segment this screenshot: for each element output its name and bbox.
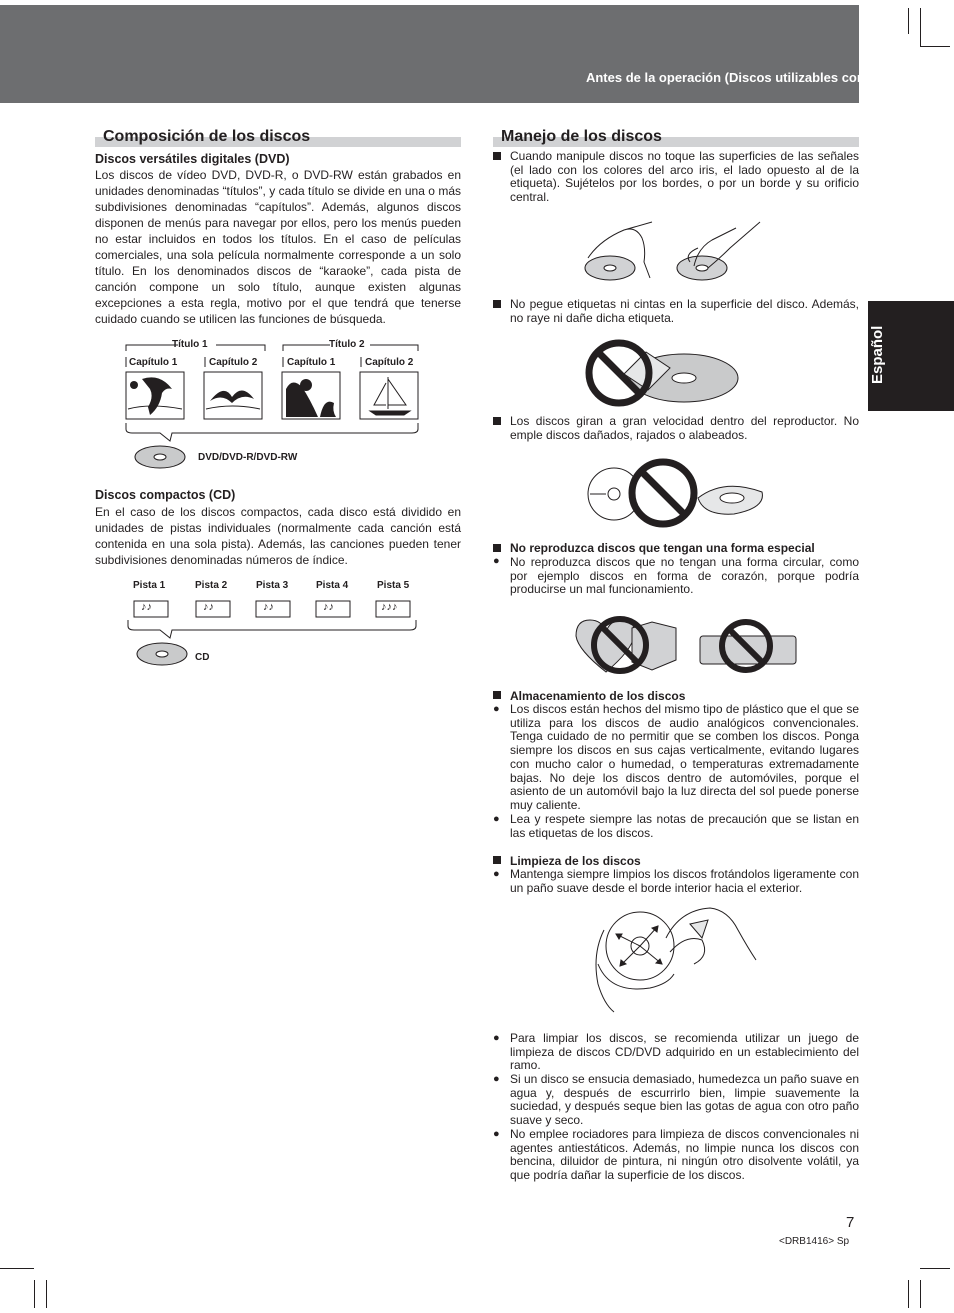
storage-text-2: Lea y respete siempre las notas de precaución que se listan en las etiquetas de los discos.: [510, 812, 859, 840]
crop-mark: [46, 1280, 47, 1308]
track-label: Pista 3: [256, 580, 289, 591]
track-notes: ♪♪♪: [381, 601, 398, 613]
storage-text-1: Los discos están hechos del mismo tipo de plástico que el que se utiliza para los discos de audio analógicos convencionales. Tenga cuidado de no permitir que se comben los discos. Ponga siempre los discos en sus cajas verticalmente, evitando lugares con mucho calor o humedad, o temperaturas extremadamente bajas. No deje los discos dentro de automóviles, porque el asiento de un automóvil bajo la luz directa del sol puede ponerse muy caliente.: [510, 702, 859, 812]
track-label: Pista 2: [195, 580, 228, 591]
track-label: Pista 1: [133, 580, 166, 591]
crop-mark: [920, 8, 921, 46]
cleaning-text-1: Mantenga siempre limpios los discos frotándolos ligeramente con un paño suave desde el borde interior hacia el exterior.: [510, 867, 859, 895]
track-notes: ♪♪: [263, 601, 274, 613]
handling-paragraph-3: Los discos giran a gran velocidad dentro del reproductor. No emple discos dañados, rajados o alabeados.: [510, 414, 859, 442]
dvd-disc-label: DVD/DVD-R/DVD-RW: [198, 452, 298, 463]
damaged-disc-illustration: [584, 458, 770, 530]
language-tab-label: Español: [869, 325, 886, 385]
special-shape-illustration: [572, 614, 804, 676]
round-bullet: ●: [493, 703, 500, 715]
cd-paragraph: En el caso de los discos compactos, cada disco está dividido en unidades de pistas individuales (normalmente cada canción está contenida en una sola pista). Además, las canciones pueden tener subdivisiones denominadas números de índice.: [95, 505, 461, 567]
track-notes: ♪♪: [203, 601, 214, 613]
square-bullet: [493, 856, 501, 864]
cleaning-text-2: Para limpiar los discos, se recomienda utilizar un juego de limpieza de discos CD/DVD adquirido en un establecimiento del ramo.: [510, 1031, 859, 1073]
track-notes: ♪♪: [141, 601, 152, 613]
disc-cleaning-illustration: [590, 904, 762, 1016]
dvd-paragraph: Los discos de vídeo DVD, DVD-R, o DVD-RW están grabados en unidades denominadas “títulos”, y cada título se divide en una o más subdivisiones denominadas “capítulos”. Además, algunos discos disponen de menús para navegar por ellos, pero los menús pueden no estar incluidos en todos los títulos. En el caso de películas comerciales, una sola película normalmente corresponde a un solo título. En los denominados discos de “karaoke”, cada pista de canción compone un solo título, aunque existen algunas excepciones a esta regla, motivo por el que tendrá que tenerse cuidado cuando se utilicen las funciones de búsqueda.: [95, 168, 461, 326]
track-label: Pista 4: [316, 580, 349, 591]
special-shape-heading: No reproduzca discos que tengan una forma especial: [510, 541, 815, 555]
section-title-handling: Manejo de los discos: [501, 128, 662, 145]
chapter-label: Capítulo 1: [129, 357, 178, 368]
square-bullet: [493, 544, 501, 552]
section-title-composition: Composición de los discos: [103, 128, 311, 145]
prohibited-icon: [632, 462, 694, 524]
sailboat-image: [370, 377, 410, 415]
cd-disc-label: CD: [195, 652, 210, 663]
square-bullet: [493, 300, 501, 308]
bird-image: [206, 390, 260, 409]
title-2-label: Título 2: [329, 339, 365, 350]
chapter-label: Capítulo 2: [365, 357, 414, 368]
title-1-label: Título 1: [172, 339, 208, 350]
track-label: Pista 5: [377, 580, 410, 591]
hand-cloth: [666, 908, 756, 964]
square-bullet: [493, 691, 501, 699]
chapter-label: Capítulo 1: [287, 357, 336, 368]
square-bullet: [493, 417, 501, 425]
crop-mark: [920, 46, 950, 47]
dolphin-image: [128, 377, 182, 415]
section-title-bar: [493, 128, 859, 147]
crop-mark: [0, 1268, 34, 1269]
crop-mark: [908, 1280, 909, 1308]
square-bullet: [493, 152, 501, 160]
cd-disc-icon: [137, 643, 187, 665]
document-code: <DRB1416> Sp: [779, 1236, 850, 1247]
parrot-image: [286, 379, 336, 417]
round-bullet: ●: [493, 1128, 500, 1140]
round-bullet: ●: [493, 1073, 500, 1085]
round-bullet: ●: [493, 813, 500, 825]
round-bullet: ●: [493, 1032, 500, 1044]
section-title-bar: [95, 128, 461, 147]
crop-mark: [908, 8, 909, 34]
round-bullet: ●: [493, 555, 500, 567]
cleaning-heading: Limpieza de los discos: [510, 854, 641, 868]
crop-mark: [920, 1268, 950, 1269]
crop-mark: [34, 1280, 35, 1308]
cleaning-text-3: Si un disco se ensucia demasiado, humedezca un paño suave en agua y, después de escurrirlo bien, limpie suavemente la suciedad, y después seque bien las gotas de agua con otro paño suave y seco.: [510, 1072, 859, 1128]
no-label-illustration: [584, 334, 742, 412]
chapter-label: Capítulo 2: [209, 357, 258, 368]
page-number: 7: [846, 1214, 855, 1231]
header-band: [0, 5, 859, 103]
round-bullet: ●: [493, 868, 500, 880]
header-title: Antes de la operación (Discos utilizables con esta unidad): [585, 70, 945, 85]
storage-heading: Almacenamiento de los discos: [510, 689, 686, 703]
cd-heading: Discos compactos (CD): [95, 488, 236, 502]
dvd-heading: Discos versátiles digitales (DVD): [95, 152, 290, 166]
handling-paragraph-1: Cuando manipule discos no toque las superficies de las señales (el lado con los colores del arco iris, el lado opuesto al de la etiqueta). Sujételos por los bordes, o por un borde y su orificio central.: [510, 149, 859, 205]
cleaning-text-4: No emplee rociadores para limpieza de discos convencionales ni agentes antiestáticos. Además, no limpie nunca los discos con bencina, diluidor de pintura, ni ningún otro disolvente volátil, ya que podría dañar la superficie de los discos.: [510, 1127, 859, 1183]
special-shape-text: No reproduzca discos que no tengan una forma circular, como por ejemplo discos en forma de corazón, porque podría producirse un mal funcionamiento.: [510, 555, 859, 597]
dvd-disc-icon: [135, 446, 185, 468]
disc-handling-illustration: [580, 218, 780, 286]
handling-paragraph-2: No pegue etiquetas ni cintas en la superficie del disco. Además, no raye ni dañe dicha etiqueta.: [510, 297, 859, 325]
track-notes: ♪♪: [323, 601, 334, 613]
crop-mark: [920, 1280, 921, 1308]
